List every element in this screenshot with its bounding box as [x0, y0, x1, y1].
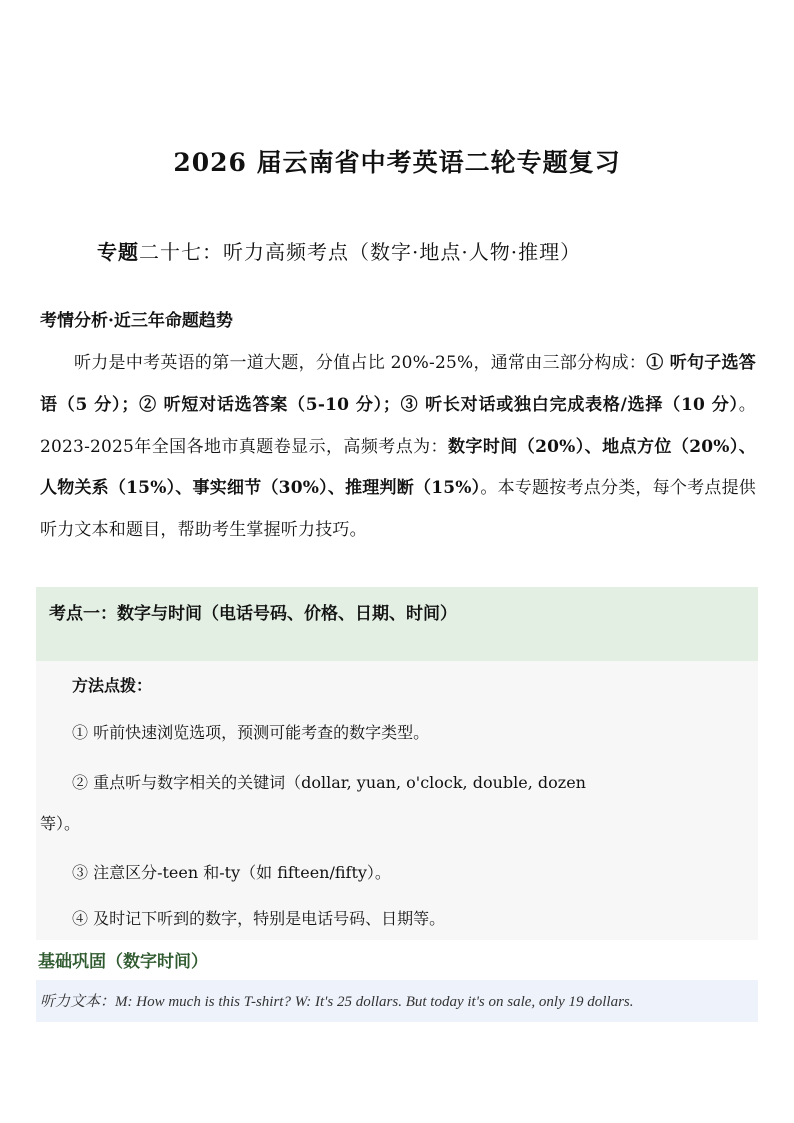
intro-topics-bold: 数字时间（20%）、地点方位（20%）、人物关系（15%）、事实细节（30%）、推理判断（15%）: [40, 436, 757, 499]
intro-parts-bold: ① 听句子选答语（5 分）；② 听短对话选答案（5-10 分）；③ 听长对话或独白完成表格/选择（10 分）: [40, 353, 756, 415]
intro-text-1: 听力是中考英语的第一道大题，分值占比 20%-25%，通常由三部分构成：: [74, 353, 647, 373]
analysis-heading: 考情分析·近三年命题趋势: [40, 311, 233, 331]
method-tip-3: ③ 注意区分-teen 和-ty（如 fifteen/fifty）。: [72, 863, 391, 882]
method-title: 方法点拨：: [72, 676, 153, 695]
subtitle-bold: 专题: [97, 240, 139, 264]
method-box: [36, 661, 758, 940]
intro-text-3: 。2023-2025年全国各地市真题卷显示，高频考点为：: [40, 394, 756, 457]
keypoint-title: 考点一：数字与时间（电话号码、价格、日期、时间）: [49, 604, 457, 624]
method-tip-1: ① 听前快速浏览选项，预测可能考查的数字类型。: [72, 723, 430, 742]
intro-text-5: 。本专题按考点分类，每个考点提供听力文本和题目，帮助考生掌握听力技巧。: [40, 478, 756, 541]
analysis-intro: [40, 343, 756, 552]
method-tip-2: ② 重点听与数字相关的关键词（dollar, yuan, o'clock, double, dozen: [72, 773, 586, 792]
method-tip-4: ④ 及时记下听到的数字，特别是电话号码、日期等。: [72, 909, 446, 928]
basic-title: 基础巩固（数字时间）: [38, 952, 208, 972]
listening-text: 听力文本：M: How much is this T-shirt? W: It's 25 dollars. But today it's on sale, only 19 dollars.: [40, 994, 634, 1010]
method-tip-2-cont: 等）。: [40, 814, 81, 833]
document-subtitle: [97, 236, 777, 265]
subtitle-rest: 二十七：听力高频考点（数字·地点·人物·推理）: [139, 240, 582, 264]
document-title: 2026 届云南省中考英语二轮专题复习: [173, 148, 621, 177]
